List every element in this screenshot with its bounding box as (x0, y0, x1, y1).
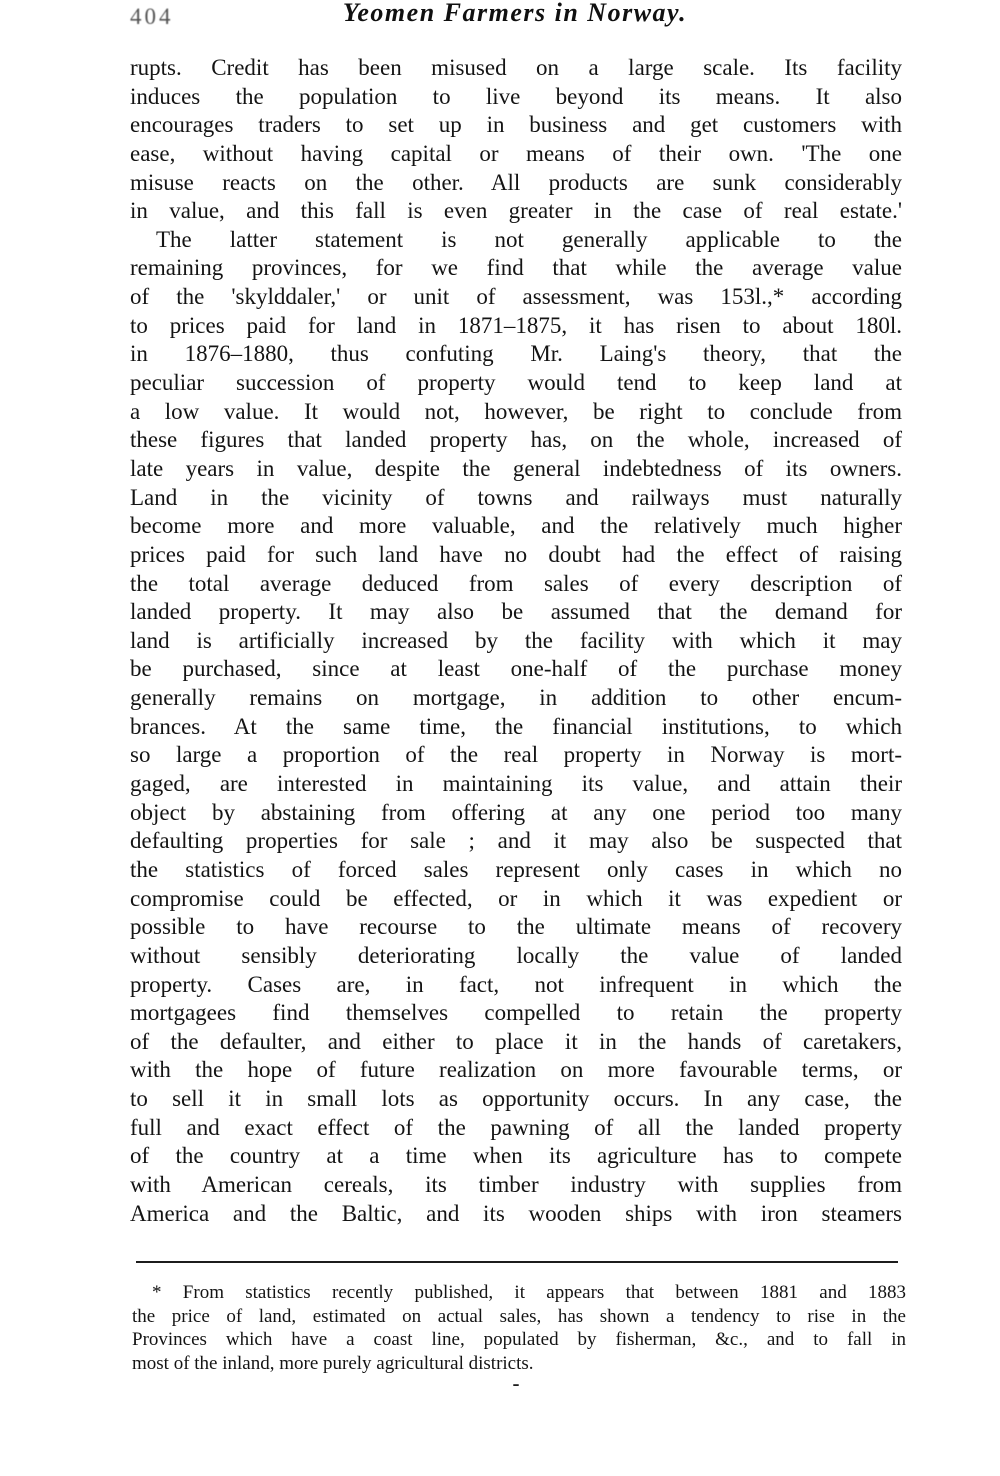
footnote-divider (136, 1261, 898, 1263)
footnote-line: * From statistics recently published, it appears that between 1881 and 1883 (152, 1282, 906, 1303)
body-text-line: ease, without having capital or means of their own. 'The one (130, 140, 902, 166)
body-text-line: encourages traders to set up in business and get customers with (130, 112, 902, 138)
body-text-line: remaining provinces, for we find that while the average value (130, 255, 902, 281)
body-text-line: be purchased, since at least one-half of the purchase money (130, 656, 902, 682)
body-text-line: in value, and this fall is even greater in the case of real estate.' (130, 198, 902, 224)
body-text-line: to prices paid for land in 1871–1875, it has risen to about 180l. (130, 312, 902, 338)
footnote-line: Provinces which have a coast line, populated by fisherman, &c., and to fall in (132, 1329, 906, 1351)
body-text-line: compromise could be effected, or in which it was expedient or (130, 885, 902, 911)
body-text-line: of the country at a time when its agriculture has to compete (130, 1143, 902, 1169)
body-text-line: prices paid for such land have no doubt had the effect of raising (130, 541, 902, 567)
body-text-line: land is artificially increased by the facility with which it may (130, 627, 902, 653)
page-number: 404 (130, 4, 174, 29)
body-text-line: mortgagees find themselves compelled to retain the property (130, 1000, 902, 1026)
body-text-line: with the hope of future realization on more favourable terms, or (130, 1057, 902, 1083)
body-text-line: of the 'skylddaler,' or unit of assessment, was 153l.,* according (130, 284, 902, 310)
body-text-line: America and the Baltic, and its wooden ships with iron steamers (130, 1200, 902, 1226)
body-text-line: The latter statement is not generally applicable to the (156, 226, 902, 252)
body-text-line: Land in the vicinity of towns and railways must naturally (130, 484, 902, 510)
body-text-line: defaulting properties for sale ; and it may also be suspected that (130, 828, 902, 854)
body-text-line: induces the population to live beyond its means. It also (130, 83, 902, 109)
body-text-line: a low value. It would not, however, be right to conclude from (130, 398, 902, 424)
body-text-line: object by abstaining from offering at any one period too many (130, 799, 902, 825)
body-text-line: these figures that landed property has, on the whole, increased of (130, 427, 902, 453)
body-text-line: peculiar succession of property would tend to keep land at (130, 370, 902, 396)
footnote-line: most of the inland, more purely agricultural districts. (132, 1352, 534, 1374)
body-text-line: rupts. Credit has been misused on a large scale. Its facility (130, 55, 902, 80)
footnote-line: the price of land, estimated on actual sales, has shown a tendency to rise in the (132, 1305, 906, 1327)
body-text-line: generally remains on mortgage, in addition to other encum- (130, 685, 902, 711)
body-text-line: in 1876–1880, thus confuting Mr. Laing's theory, that the (130, 341, 902, 367)
body-text-line: the total average deduced from sales of every description of (130, 570, 902, 596)
body-text-line: misuse reacts on the other. All products are sunk considerably (130, 169, 902, 195)
end-of-page-dash: - (512, 1371, 520, 1395)
body-text-line: become more and more valuable, and the relatively much higher (130, 513, 902, 539)
body-text (130, 54, 902, 1228)
body-text-line: gaged, are interested in maintaining its value, and attain their (130, 771, 902, 797)
body-text-line: landed property. It may also be assumed that the demand for (130, 599, 902, 625)
body-text-line: possible to have recourse to the ultimate means of recovery (130, 914, 902, 940)
body-text-line: full and exact effect of the pawning of all the landed property (130, 1114, 902, 1140)
body-text-line: without sensibly deteriorating locally the value of landed (130, 942, 902, 968)
body-text-line: property. Cases are, in fact, not infrequent in which the (130, 971, 902, 997)
page-header (128, 0, 902, 46)
body-text-line: of the defaulter, and either to place it in the hands of caretakers, (130, 1028, 902, 1054)
body-text-line: late years in value, despite the general indebtedness of its owners. (130, 455, 902, 481)
body-text-line: so large a proportion of the real property in Norway is mort- (130, 742, 902, 768)
running-title: Yeomen Farmers in Norway. (342, 0, 688, 27)
body-text-line: with American cereals, its timber industry with supplies from (130, 1171, 902, 1197)
footnote (132, 1281, 906, 1375)
body-text-line: to sell it in small lots as opportunity occurs. In any case, the (130, 1086, 902, 1112)
body-text-line: the statistics of forced sales represent only cases in which no (130, 856, 902, 882)
body-text-line: brances. At the same time, the financial institutions, to which (130, 713, 902, 739)
